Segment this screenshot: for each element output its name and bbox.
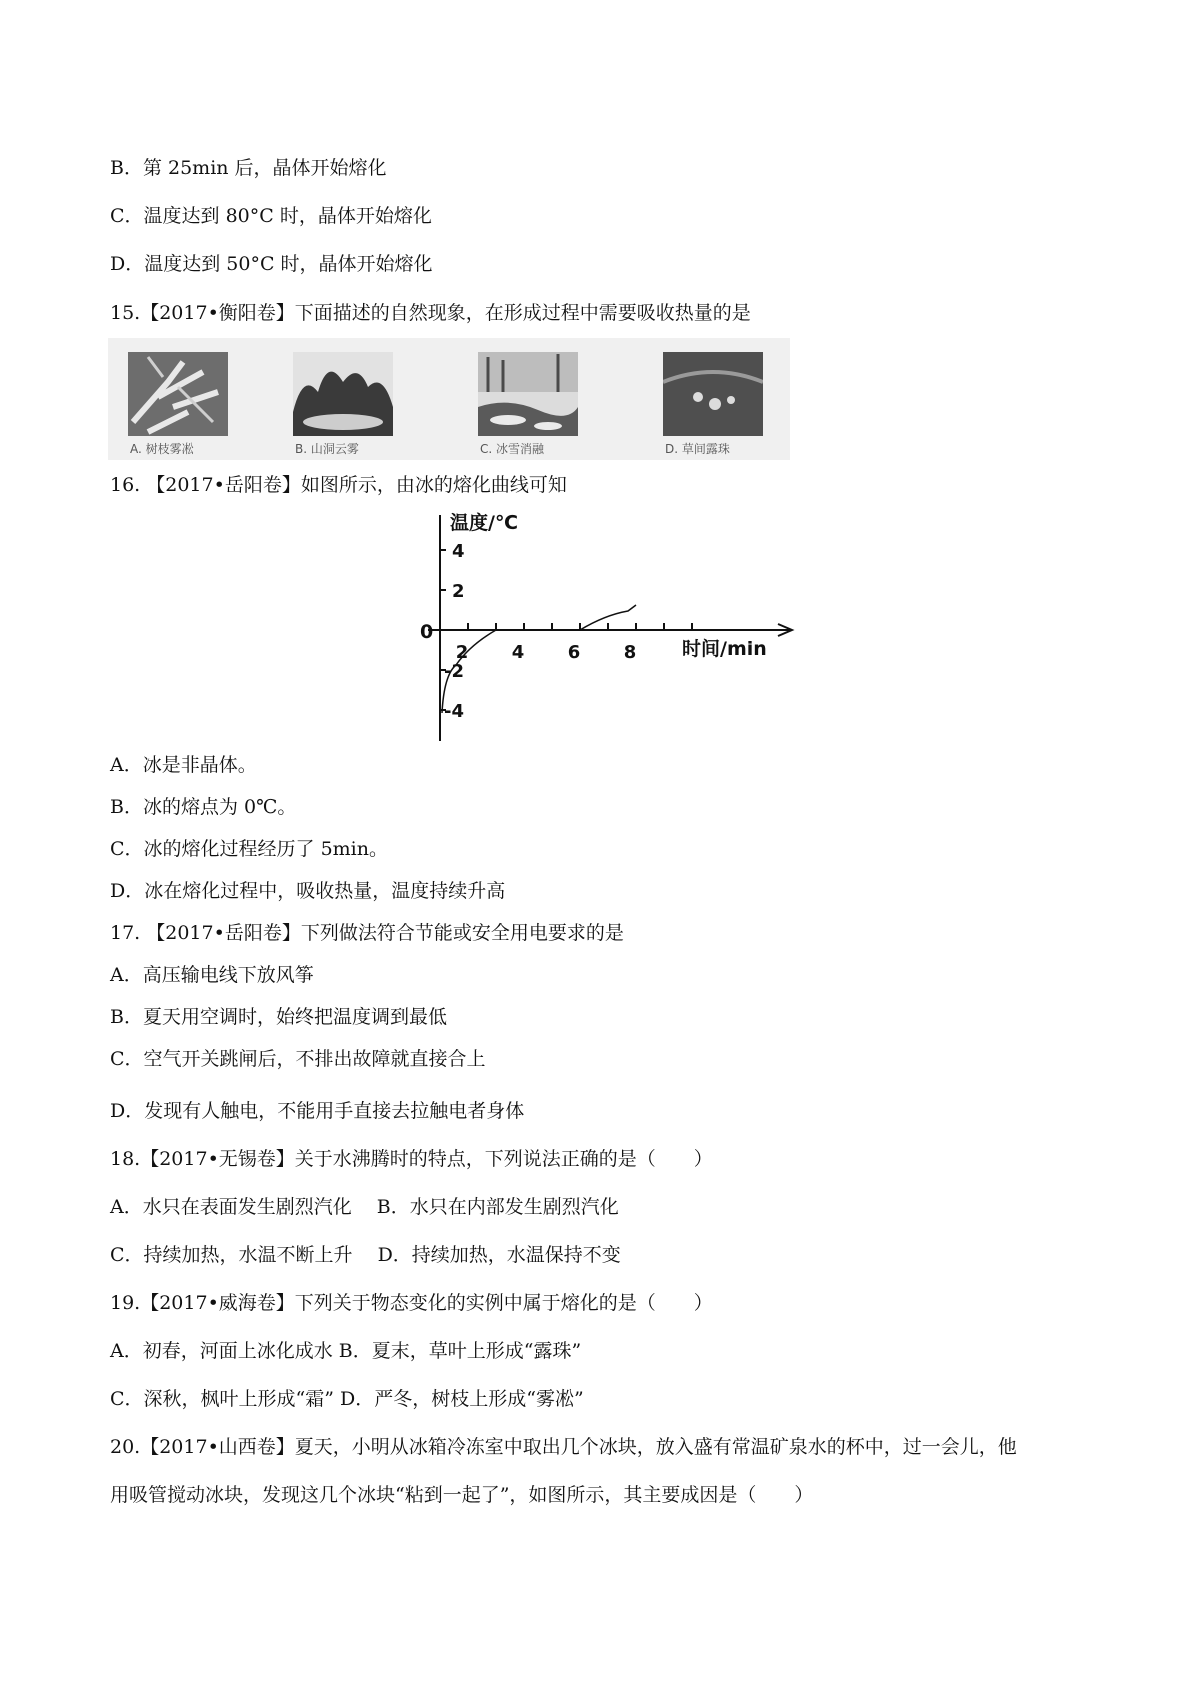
y-tick-neg2: -2: [444, 661, 464, 682]
q15-caption-a: A. 树枝雾凇: [130, 442, 194, 456]
x-axis-label: 时间/min: [682, 638, 767, 660]
photo-melting-snow: [478, 352, 578, 436]
q15-caption-d: D. 草间露珠: [665, 442, 730, 456]
y-tick-2: 2: [452, 581, 465, 602]
melting-curve: [442, 605, 636, 713]
q18-options-ab: A．水只在表面发生剧烈汽化 B．水只在内部发生剧烈汽化: [110, 1196, 619, 1218]
q15-photo-strip: [108, 338, 790, 460]
photo-cave-mist: [293, 352, 393, 436]
y-axis-label: 温度/℃: [450, 512, 518, 534]
q20-stem-line1: 20.【2017•山西卷】夏天，小明从冰箱冷冻室中取出几个冰块，放入盛有常温矿泉水的杯中，过一会儿，他: [110, 1436, 1017, 1458]
q20-stem-line2: 用吸管搅动冰块，发现这几个冰块“粘到一起了”，如图所示，其主要成因是（ ）: [110, 1484, 814, 1506]
q17-option-a: A．高压输电线下放风筝: [110, 964, 314, 986]
x-tick-2: 2: [455, 642, 469, 663]
q17-stem: 17. 【2017•岳阳卷】下列做法符合节能或安全用电要求的是: [110, 922, 624, 944]
q16-option-c: C．冰的熔化过程经历了 5min。: [110, 838, 388, 860]
photo-tree-rime: [128, 352, 228, 436]
q15-caption-b: B. 山洞云雾: [295, 442, 359, 456]
origin-label: 0: [420, 621, 434, 643]
q19-options-ab: A．初春，河面上冰化成水 B．夏末，草叶上形成“露珠”: [110, 1340, 582, 1362]
x-tick-4: 4: [511, 642, 525, 663]
q19-options-cd: C．深秋，枫叶上形成“霜” D．严冬，树枝上形成“雾凇”: [110, 1388, 584, 1410]
photo-grass-dew: [663, 352, 763, 436]
x-tick-8: 8: [623, 642, 637, 663]
q17-option-b: B．夏天用空调时，始终把温度调到最低: [110, 1006, 447, 1028]
q16-stem: 16. 【2017•岳阳卷】如图所示，由冰的熔化曲线可知: [110, 474, 567, 496]
q19-stem: 19.【2017•威海卷】下列关于物态变化的实例中属于熔化的是（ ）: [110, 1292, 713, 1314]
q14-option-b: B．第 25min 后，晶体开始熔化: [110, 157, 387, 179]
q16-option-b: B．冰的熔点为 0℃。: [110, 796, 297, 818]
ice-melting-curve-graph: [400, 505, 820, 745]
q18-options-cd: C．持续加热，水温不断上升 D．持续加热，水温保持不变: [110, 1244, 621, 1266]
q15-caption-c: C. 冰雪消融: [480, 442, 545, 456]
q17-option-c: C．空气开关跳闸后，不排出故障就直接合上: [110, 1048, 486, 1070]
q15-stem: 15.【2017•衡阳卷】下面描述的自然现象，在形成过程中需要吸收热量的是: [110, 302, 751, 324]
q14-option-d: D．温度达到 50°C 时，晶体开始熔化: [110, 253, 433, 275]
q16-option-d: D．冰在熔化过程中，吸收热量，温度持续升高: [110, 880, 506, 902]
y-tick-neg4: -4: [444, 701, 464, 722]
x-axis-ticks: [468, 623, 692, 630]
y-tick-4: 4: [452, 541, 465, 562]
q18-stem: 18.【2017•无锡卷】关于水沸腾时的特点，下列说法正确的是（ ）: [110, 1148, 713, 1170]
q16-option-a: A．冰是非晶体。: [110, 754, 257, 776]
q17-option-d: D．发现有人触电，不能用手直接去拉触电者身体: [110, 1100, 525, 1122]
x-tick-6: 6: [567, 642, 581, 663]
q14-option-c: C．温度达到 80°C 时，晶体开始熔化: [110, 205, 432, 227]
